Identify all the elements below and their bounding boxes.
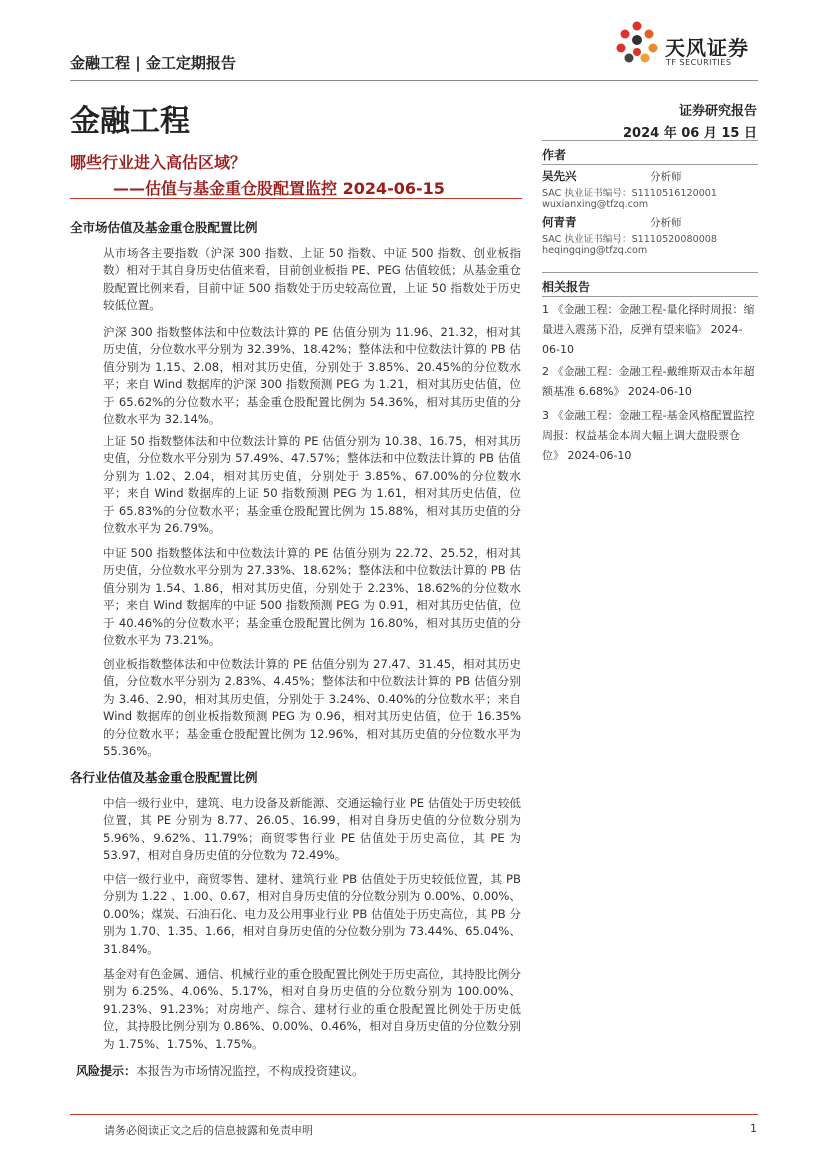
body-paragraph: 创业板指数整体法和中位数法计算的 PE 估值分别为 27.47、31.45，相对其历史值，分位数水平分别为 2.83%、4.45%；整体法和中位数法计算的 PB 估值分别为 3.46、2.90，相对其历史值，分别处于 3.24%、0.40%的分位数水平；来自 Wind 数据库的创业板指数预测 PEG 为 0.96，相对其历史估值，位于 16.35%的分位数水平；基金重仓股配置比例为 12.96%，相对其历史值的分位数水平为 55.36%。 (103, 657, 521, 759)
analyst-email[interactable]: heqingqing@tfzq.com (542, 245, 648, 256)
risk-label: 风险提示： (76, 1064, 137, 1078)
body-paragraph: 中信一级行业中，建筑、电力设备及新能源、交通运输行业 PE 估值处于历史较低位置，其 PE 分别为 8.77、26.05、16.99，相对自身历史值的分位数分别为 5.96%、9.62%、11.79%；商贸零售行业 PE 估值处于历史高位，其 PE 为 53.97，相对自身历史值的分位数为 72.49%。 (103, 796, 521, 863)
analyst-cert: SAC 执业证书编号：S1110520080008 (542, 234, 718, 245)
risk-text: 本报告为市场情况监控，不构成投资建议。 (136, 1064, 365, 1078)
related-reports-heading: 相关报告 (542, 280, 591, 294)
related-report-item[interactable]: 1 《金融工程：金融工程-量化择时周报：缩量进入震荡下沿，反弹有望来临》 2024-06-10 (542, 303, 755, 356)
body-paragraph: 沪深 300 指数整体法和中位数法计算的 PE 估值分别为 11.96、21.32，相对其历史值，分位数水平分别为 32.39%、18.42%；整体法和中位数法计算的 PB 估值分别为 1.15、2.08，相对其历史值，分别处于 3.85%、20.45%的分位数水平；来自 Wind 数据库的沪深 300 指数预测 PEG 为 1.21，相对其历史估值，位于 65.62%的分位数水平；基金重仓股配置比例为 54.36%，相对其历史值的分位数水平为 32.14%。 (103, 325, 521, 427)
analyst-name: 何青青 (542, 215, 577, 229)
sidebar-divider (542, 272, 758, 273)
sidebar-divider (542, 140, 758, 141)
section-heading: 各行业估值及基金重仓股配置比例 (70, 770, 258, 785)
body-paragraph: 中证 500 指数整体法和中位数法计算的 PE 估值分别为 22.72、25.52，相对其历史值，分位数水平分别为 27.33%、18.62%；整体法和中位数法计算的 PB 估值分别为 1.54、1.86，相对其历史值，分别处于 2.23%、18.62%的分位数水平；来自 Wind 数据库的中证 500 指数预测 PEG 为 0.91，相对其历史估值，位于 40.46%的分位数水平；基金重仓股配置比例为 16.80%，相对其历史值的分位数水平为 73.21%。 (103, 546, 521, 648)
footer-disclaimer: 请务必阅读正文之后的信息披露和免责申明 (104, 1124, 313, 1137)
report-series: 金融工程 | 金工定期报告 (70, 54, 236, 72)
report-headline: 哪些行业进入高估区域？ (70, 153, 247, 172)
body-paragraph: 上证 50 指数整体法和中位数法计算的 PE 估值分别为 10.38、16.75，相对其历史值，分位数水平分别为 57.49%、47.57%；整体法和中位数法计算的 PB 估值分别为 1.02、2.04，相对其历史值，分别处于 3.85%、67.00%的分位数水平；来自 Wind 数据库的上证 50 指数预测 PEG 为 1.61，相对其历史估值，位于 65.83%的分位数水平；基金重仓股配置比例为 15.88%，相对其历史值的分位数水平为 26.79%。 (103, 434, 521, 536)
sidebar-divider (542, 164, 758, 165)
header-divider (70, 80, 758, 81)
related-report-item[interactable]: 2 《金融工程：金融工程-戴维斯双击本年超额基准 6.68%》 2024-06-10 (542, 365, 755, 398)
page-title: 金融工程 (70, 104, 190, 139)
tf-securities-logo-icon (612, 20, 662, 70)
authors-heading: 作者 (542, 148, 567, 162)
footer-divider (70, 1114, 758, 1115)
report-subheadline: ——估值与基金重仓股配置监控 2024-06-15 (113, 179, 445, 198)
report-type: 证券研究报告 (678, 104, 757, 119)
risk-note (76, 1062, 364, 1079)
report-date: 2024 年 06 月 15 日 (623, 126, 757, 141)
body-paragraph: 基金对有色金属、通信、机械行业的重仓股配置比例处于历史高位，其持股比例分别为 6.25%、4.06%、5.17%，相对自身历史值的分位数分别为 100.00%、91.23%、91.23%；对房地产、综合、建材行业的重仓股配置比例处于历史低位，其持股比例分别为 0.86%、0.00%、0.46%，相对自身历史值的分位数分别为 1.75%、1.75%、1.75%。 (103, 967, 521, 1051)
body-paragraph: 从市场各主要指数（沪深 300 指数、上证 50 指数、中证 500 指数、创业板指数）相对于其自身历史估值来看，目前创业板指 PE、PEG 估值较低；从基金重仓股配置比例来看，目前中证 500 指数处于历史较高位置，上证 50 指数处于历史较低位置。 (103, 246, 521, 313)
title-divider (70, 198, 522, 199)
analyst-role: 分析师 (650, 171, 682, 183)
page-number: 1 (750, 1122, 757, 1135)
logo-name: 天风证券 (665, 36, 749, 60)
body-paragraph: 中信一级行业中，商贸零售、建材、建筑行业 PB 估值处于历史较低位置，其 PB 分别为 1.22 、1.00、0.67，相对自身历史值的分位数分别为 0.00%、0.00%、0.00%；煤炭、石油石化、电力及公用事业行业 PB 估值处于历史高位，其 PB 分别为 1.70、1.35、1.66，相对自身历史值的分位数分别为 73.44%、65.04%、31.84%。 (103, 872, 521, 956)
section-heading: 全市场估值及基金重仓股配置比例 (70, 220, 258, 235)
logo-subtitle: TF SECURITIES (666, 58, 732, 67)
analyst-name: 吴先兴 (542, 169, 577, 183)
sidebar-divider (542, 296, 758, 297)
analyst-email[interactable]: wuxianxing@tfzq.com (542, 199, 649, 210)
analyst-cert: SAC 执业证书编号：S1110516120001 (542, 188, 718, 199)
analyst-role: 分析师 (650, 217, 682, 229)
related-report-item[interactable]: 3 《金融工程：金融工程-基金风格配置监控周报：权益基金本周大幅上调大盘股票仓位》 2024-06-10 (542, 409, 755, 462)
